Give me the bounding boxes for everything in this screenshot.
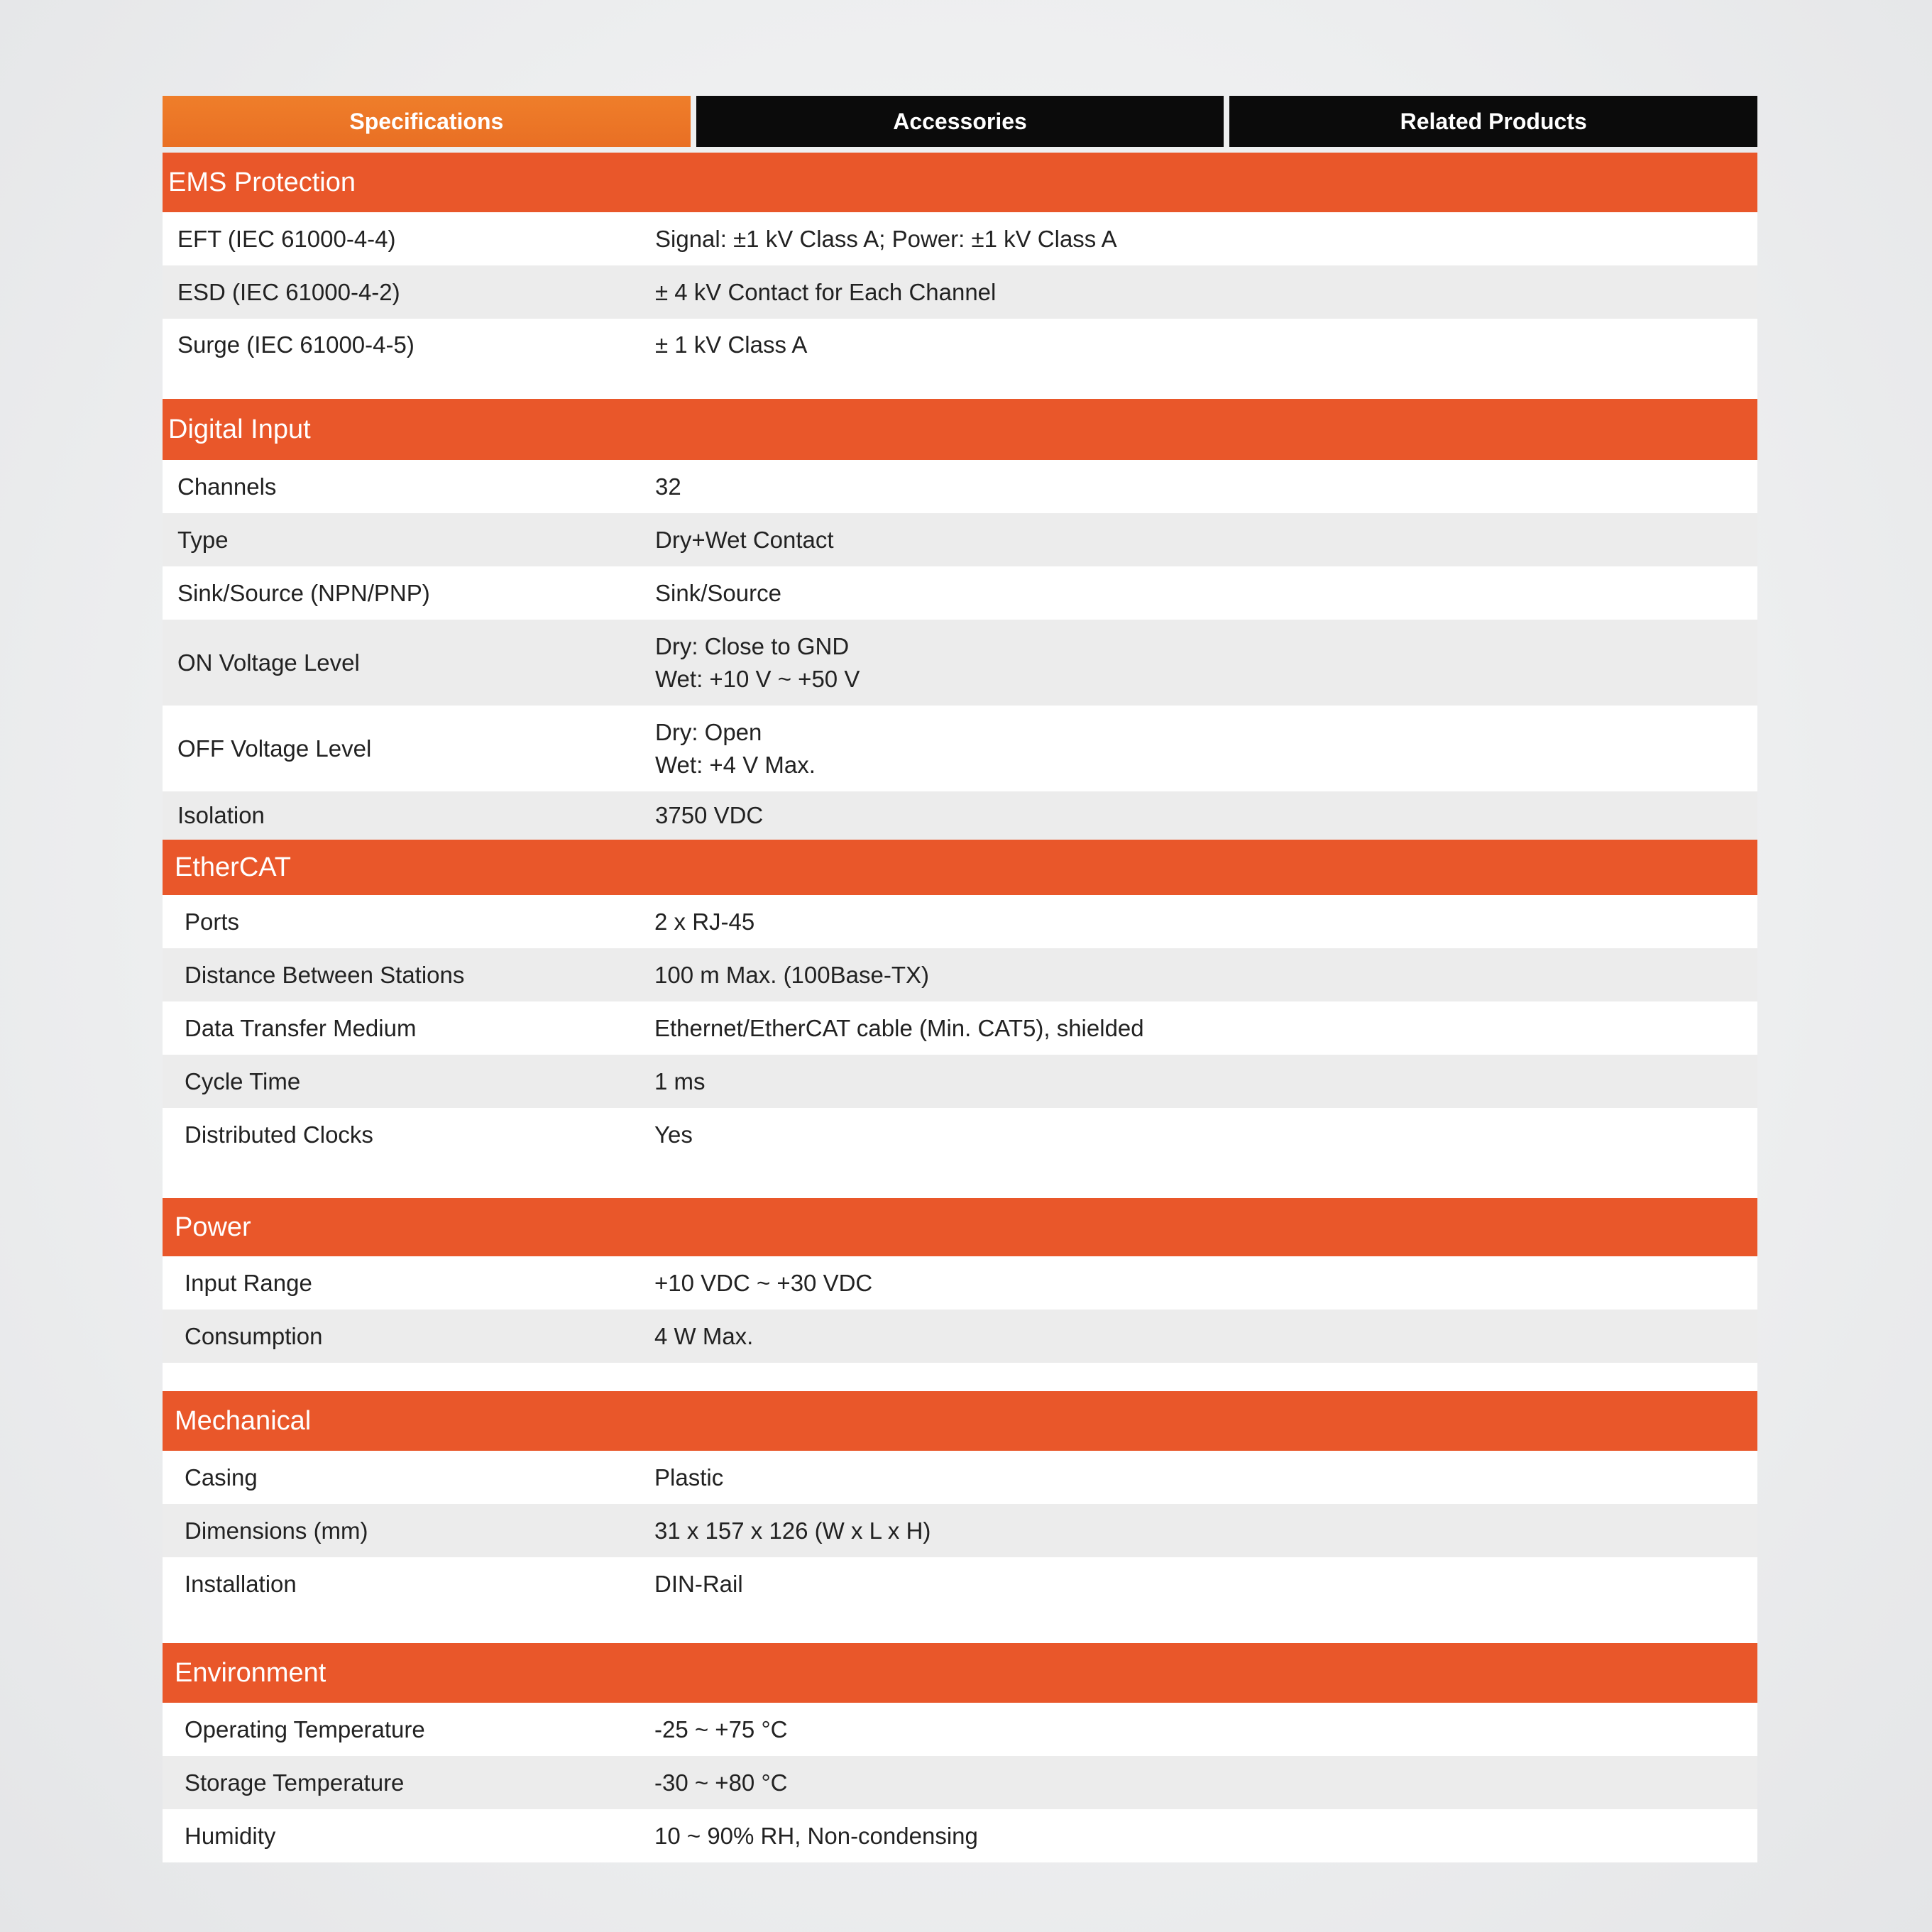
spec-value: Yes xyxy=(654,1121,693,1148)
spec-label: Channels xyxy=(177,473,277,500)
spec-value: 10 ~ 90% RH, Non-condensing xyxy=(654,1822,978,1849)
spec-label: Humidity xyxy=(185,1822,276,1849)
section-header: EtherCAT xyxy=(163,840,1757,895)
spec-label: Installation xyxy=(185,1570,297,1597)
spec-value: Dry+Wet Contact xyxy=(655,526,834,553)
spec-value: 100 m Max. (100Base-TX) xyxy=(654,961,929,988)
spec-value: +10 VDC ~ +30 VDC xyxy=(654,1269,873,1296)
spec-value: 32 xyxy=(655,473,681,500)
spec-row xyxy=(163,1108,1757,1161)
spec-value: ± 4 kV Contact for Each Channel xyxy=(655,278,997,305)
spec-value: 3750 VDC xyxy=(655,802,764,828)
section-mechanical xyxy=(163,1391,1757,1643)
spec-value: 1 ms xyxy=(654,1067,706,1094)
spec-label: OFF Voltage Level xyxy=(177,735,372,762)
spec-label: Dimensions (mm) xyxy=(185,1517,368,1544)
spec-value: DIN-Rail xyxy=(654,1570,743,1597)
spec-row xyxy=(163,1557,1757,1610)
spec-row xyxy=(163,1703,1757,1756)
spec-panel xyxy=(163,96,1757,1862)
spec-label: Ports xyxy=(185,908,240,935)
spec-value: Plastic xyxy=(654,1464,724,1491)
spec-value-line: Wet: +4 V Max. xyxy=(655,751,816,778)
spec-value xyxy=(655,716,1757,781)
tab-bar xyxy=(163,96,1757,147)
spec-value xyxy=(655,630,1757,696)
section-digital-input xyxy=(163,399,1757,840)
spec-label: Operating Temperature xyxy=(185,1716,425,1742)
spec-value: Ethernet/EtherCAT cable (Min. CAT5), shielded xyxy=(654,1014,1144,1041)
spec-value: 31 x 157 x 126 (W x L x H) xyxy=(654,1517,931,1544)
section-ems-protection xyxy=(163,153,1757,399)
spec-row xyxy=(163,948,1757,1001)
spec-value-line: Dry: Open xyxy=(655,718,762,745)
spec-row xyxy=(163,460,1757,513)
tab-accessories[interactable]: Accessories xyxy=(696,96,1224,147)
spec-label: Data Transfer Medium xyxy=(185,1014,417,1041)
spec-row xyxy=(163,1756,1757,1809)
spec-row xyxy=(163,1310,1757,1363)
section-environment xyxy=(163,1643,1757,1862)
spec-value: Signal: ±1 kV Class A; Power: ±1 kV Class A xyxy=(655,225,1117,252)
spec-row xyxy=(163,706,1757,791)
spec-row xyxy=(163,513,1757,566)
tab-related-products[interactable]: Related Products xyxy=(1229,96,1757,147)
spec-row xyxy=(163,265,1757,319)
spec-row xyxy=(163,1809,1757,1862)
spec-label: Surge (IEC 61000-4-5) xyxy=(177,331,415,358)
spec-label: Sink/Source (NPN/PNP) xyxy=(177,579,430,606)
spec-value: Sink/Source xyxy=(655,579,781,606)
section-spacer xyxy=(163,371,1757,399)
spec-value-line: Dry: Close to GND xyxy=(655,632,850,659)
section-spacer xyxy=(163,1363,1757,1391)
spec-row xyxy=(163,1504,1757,1557)
spec-row xyxy=(163,1001,1757,1055)
spec-label: Isolation xyxy=(177,802,265,828)
section-ethercat xyxy=(163,840,1757,1198)
spec-label: Cycle Time xyxy=(185,1067,301,1094)
section-header: Digital Input xyxy=(163,399,1757,460)
section-header: EMS Protection xyxy=(163,153,1757,212)
section-spacer xyxy=(163,1161,1757,1198)
section-spacer xyxy=(163,1610,1757,1643)
spec-value: -30 ~ +80 °C xyxy=(654,1769,788,1796)
section-header: Power xyxy=(163,1198,1757,1256)
spec-value: -25 ~ +75 °C xyxy=(654,1716,788,1742)
spec-label: Distributed Clocks xyxy=(185,1121,373,1148)
spec-row xyxy=(163,319,1757,371)
section-power xyxy=(163,1198,1757,1391)
spec-value: 4 W Max. xyxy=(654,1322,754,1349)
spec-row xyxy=(163,212,1757,265)
spec-label: Input Range xyxy=(185,1269,312,1296)
spec-row xyxy=(163,620,1757,706)
spec-value: 2 x RJ-45 xyxy=(654,908,755,935)
tab-specifications[interactable]: Specifications xyxy=(163,96,691,147)
section-header: Mechanical xyxy=(163,1391,1757,1451)
spec-value-line: Wet: +10 V ~ +50 V xyxy=(655,665,860,692)
section-header: Environment xyxy=(163,1643,1757,1703)
spec-label: Consumption xyxy=(185,1322,323,1349)
spec-label: Storage Temperature xyxy=(185,1769,405,1796)
spec-row xyxy=(163,1256,1757,1310)
spec-label: Casing xyxy=(185,1464,258,1491)
spec-row xyxy=(163,791,1757,840)
spec-label: EFT (IEC 61000-4-4) xyxy=(177,225,396,252)
spec-row xyxy=(163,566,1757,620)
spec-row xyxy=(163,895,1757,948)
spec-label: Distance Between Stations xyxy=(185,961,465,988)
spec-row xyxy=(163,1055,1757,1108)
spec-label: ESD (IEC 61000-4-2) xyxy=(177,278,400,305)
spec-label: Type xyxy=(177,526,229,553)
spec-row xyxy=(163,1451,1757,1504)
spec-value: ± 1 kV Class A xyxy=(655,331,808,358)
spec-label: ON Voltage Level xyxy=(177,649,360,676)
